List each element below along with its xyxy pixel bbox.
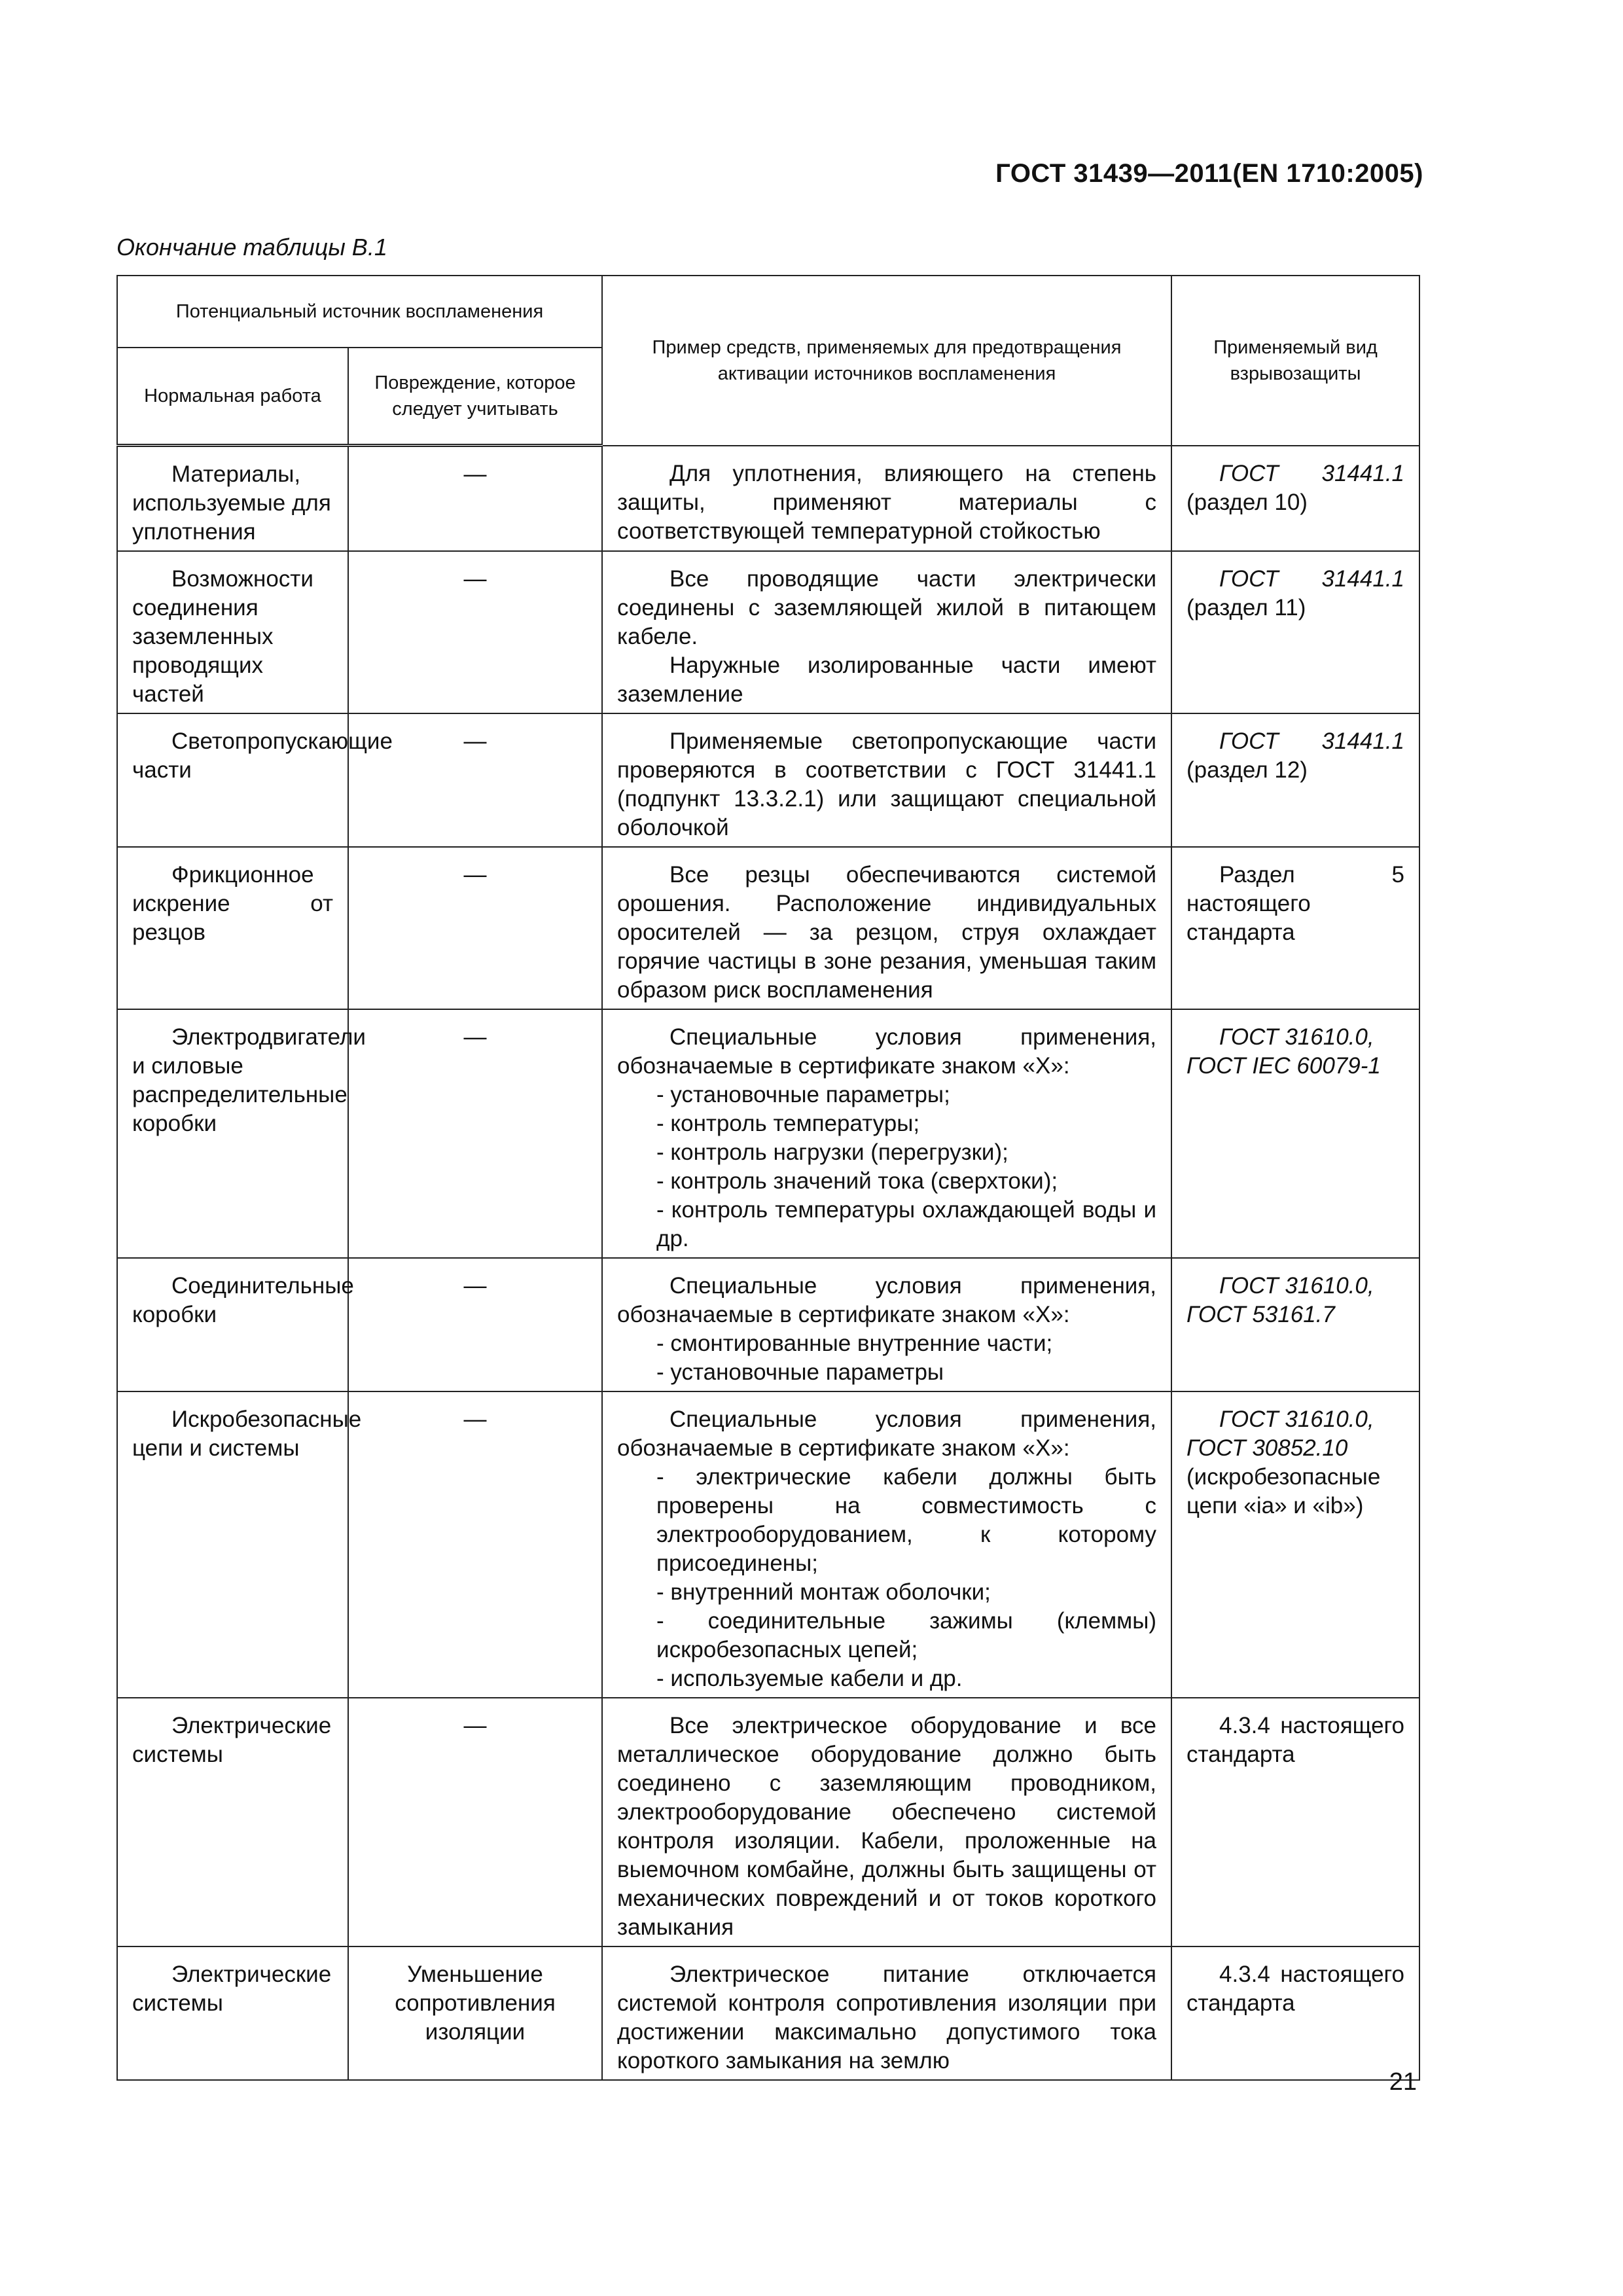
header-normal-operation: Нормальная работа <box>117 348 348 446</box>
protection-line: ГОСТ 31610.0, <box>1219 1407 1374 1432</box>
cell-damage: — <box>348 713 602 847</box>
cell-example <box>602 1258 1171 1391</box>
example-text: Специальные условия применения, обозначаемые в сертификате знаком «X»: <box>617 1024 1157 1079</box>
example-list-item: - контроль температуры; <box>656 1111 920 1136</box>
table-row <box>117 1391 1419 1698</box>
example-list-item: - установочные параметры <box>656 1359 944 1385</box>
header-protection-type: Применяемый вид взрывозащиты <box>1171 276 1419 446</box>
example-list-item: - соединительные зажимы (клеммы) искробезопасных цепей; <box>656 1608 1157 1662</box>
protection-line: (раздел 10) <box>1186 489 1308 515</box>
cell-normal-operation: Светопропускающие части <box>117 713 348 847</box>
header-example: Пример средств, применяемых для предотвращения активации источников воспламенения <box>602 276 1171 446</box>
example-text: Электрическое питание отключается системой контроля сопротивления изоляции при достижении максимально допустимого тока короткого замыкания на землю <box>617 1962 1157 2073</box>
cell-protection <box>1171 1698 1419 1946</box>
cell-protection <box>1171 446 1419 552</box>
example-text: Наружные изолированные части имеют заземление <box>617 653 1157 707</box>
protection-line: (раздел 11) <box>1186 595 1306 620</box>
ignition-source-table <box>116 275 1420 2081</box>
cell-protection <box>1171 551 1419 713</box>
cell-damage: — <box>348 446 602 552</box>
protection-line: Раздел 5 настоящего стандарта <box>1186 862 1405 945</box>
protection-line: (раздел 12) <box>1186 757 1308 783</box>
cell-damage: — <box>348 551 602 713</box>
cell-example <box>602 1009 1171 1258</box>
example-text: Применяемые светопропускающие части проверяются в соответствии с ГОСТ 31441.1 (подпункт 13.3.2.1) или защищают специальной оболочкой <box>617 728 1157 840</box>
example-list-item: - контроль значений тока (сверхтоки); <box>656 1168 1058 1194</box>
table-row <box>117 551 1419 713</box>
cell-normal-operation: Искробезопасные цепи и системы <box>117 1391 348 1698</box>
example-text: Все проводящие части электрически соединены с заземляющей жилой в питающем кабеле. <box>617 566 1157 649</box>
cell-normal-operation: Материалы, используемые для уплотнения <box>117 446 348 552</box>
table-row <box>117 1009 1419 1258</box>
example-text: Для уплотнения, влияющего на степень защиты, применяют материалы с соответствующей температурной стойкостью <box>617 460 1157 544</box>
example-list-item: - электрические кабели должны быть проверены на совместимость с электрооборудованием, к которому присоединены; <box>656 1464 1157 1576</box>
cell-damage: — <box>348 1391 602 1698</box>
cell-normal-operation: Электрические системы <box>117 1698 348 1946</box>
cell-damage: Уменьшение сопротивления изоляции <box>348 1946 602 2080</box>
cell-normal-operation: Соединительные коробки <box>117 1258 348 1391</box>
table-row <box>117 847 1419 1009</box>
table-row <box>117 1946 1419 2080</box>
cell-protection <box>1171 1009 1419 1258</box>
cell-damage: — <box>348 1698 602 1946</box>
protection-line: ГОСТ 53161.7 <box>1186 1302 1335 1327</box>
table-caption: Окончание таблицы В.1 <box>116 234 387 260</box>
protection-line: ГОСТ 31441.1 <box>1219 728 1405 754</box>
example-list-item: - используемые кабели и др. <box>656 1666 963 1691</box>
cell-example <box>602 713 1171 847</box>
example-list-item: - смонтированные внутренние части; <box>656 1331 1053 1356</box>
example-list-item: - контроль температуры охлаждающей воды и др. <box>656 1197 1157 1251</box>
protection-line: ГОСТ 31441.1 <box>1219 566 1405 592</box>
cell-normal-operation: Электродвигатели и силовые распределительные коробки <box>117 1009 348 1258</box>
cell-damage: — <box>348 1258 602 1391</box>
cell-example <box>602 1946 1171 2080</box>
protection-line: (искробезопасные цепи «ia» и «ib») <box>1186 1464 1381 1518</box>
cell-normal-operation: Фрикционное искрение от резцов <box>117 847 348 1009</box>
example-text: Все резцы обеспечиваются системой орошения. Расположение индивидуальных оросителей — за резцом, струя охлаждает горячие частицы в зоне резания, уменьшая таким образом риск воспламенения <box>617 862 1157 1003</box>
table-row <box>117 1258 1419 1391</box>
protection-line: ГОСТ 30852.10 <box>1186 1435 1348 1461</box>
cell-protection <box>1171 1946 1419 2080</box>
example-list-item: - контроль нагрузки (перегрузки); <box>656 1139 1008 1165</box>
cell-example <box>602 847 1171 1009</box>
cell-example <box>602 1391 1171 1698</box>
cell-example <box>602 446 1171 552</box>
cell-protection <box>1171 847 1419 1009</box>
protection-line: 4.3.4 настоящего стандарта <box>1186 1713 1405 1767</box>
cell-protection <box>1171 713 1419 847</box>
example-text: Все электрическое оборудование и все металлическое оборудование должно быть соединено с заземляющим проводником, электрооборудование обеспечено системой контроля изоляции. Кабели, проложенные на выемочном комбайне, должны быть защищены от механических повреждений и от токов короткого замыкания <box>617 1713 1157 1940</box>
protection-line: ГОСТ 31441.1 <box>1219 460 1405 486</box>
cell-normal-operation: Возможности соединения заземленных проводящих частей <box>117 551 348 713</box>
cell-protection <box>1171 1391 1419 1698</box>
cell-example <box>602 551 1171 713</box>
example-list-item: - внутренний монтаж оболочки; <box>656 1579 991 1605</box>
table-row <box>117 1698 1419 1946</box>
page-number: 21 <box>1389 2068 1417 2096</box>
protection-line: ГОСТ 31610.0, <box>1219 1024 1374 1050</box>
cell-example <box>602 1698 1171 1946</box>
cell-normal-operation: Электрические системы <box>117 1946 348 2080</box>
example-text: Специальные условия применения, обозначаемые в сертификате знаком «X»: <box>617 1407 1157 1461</box>
cell-damage: — <box>348 847 602 1009</box>
protection-line: ГОСТ 31610.0, <box>1219 1273 1374 1299</box>
cell-protection <box>1171 1258 1419 1391</box>
protection-line: 4.3.4 настоящего стандарта <box>1186 1962 1405 2016</box>
cell-damage: — <box>348 1009 602 1258</box>
example-list-item: - установочные параметры; <box>656 1082 950 1107</box>
document-header: ГОСТ 31439—2011(EN 1710:2005) <box>995 159 1423 188</box>
header-damage: Повреждение, которое следует учитывать <box>348 348 602 446</box>
table-row <box>117 713 1419 847</box>
protection-line: ГОСТ IEC 60079-1 <box>1186 1053 1381 1079</box>
table-row <box>117 446 1419 552</box>
header-ignition-source: Потенциальный источник воспламенения <box>117 276 602 348</box>
example-text: Специальные условия применения, обозначаемые в сертификате знаком «X»: <box>617 1273 1157 1327</box>
